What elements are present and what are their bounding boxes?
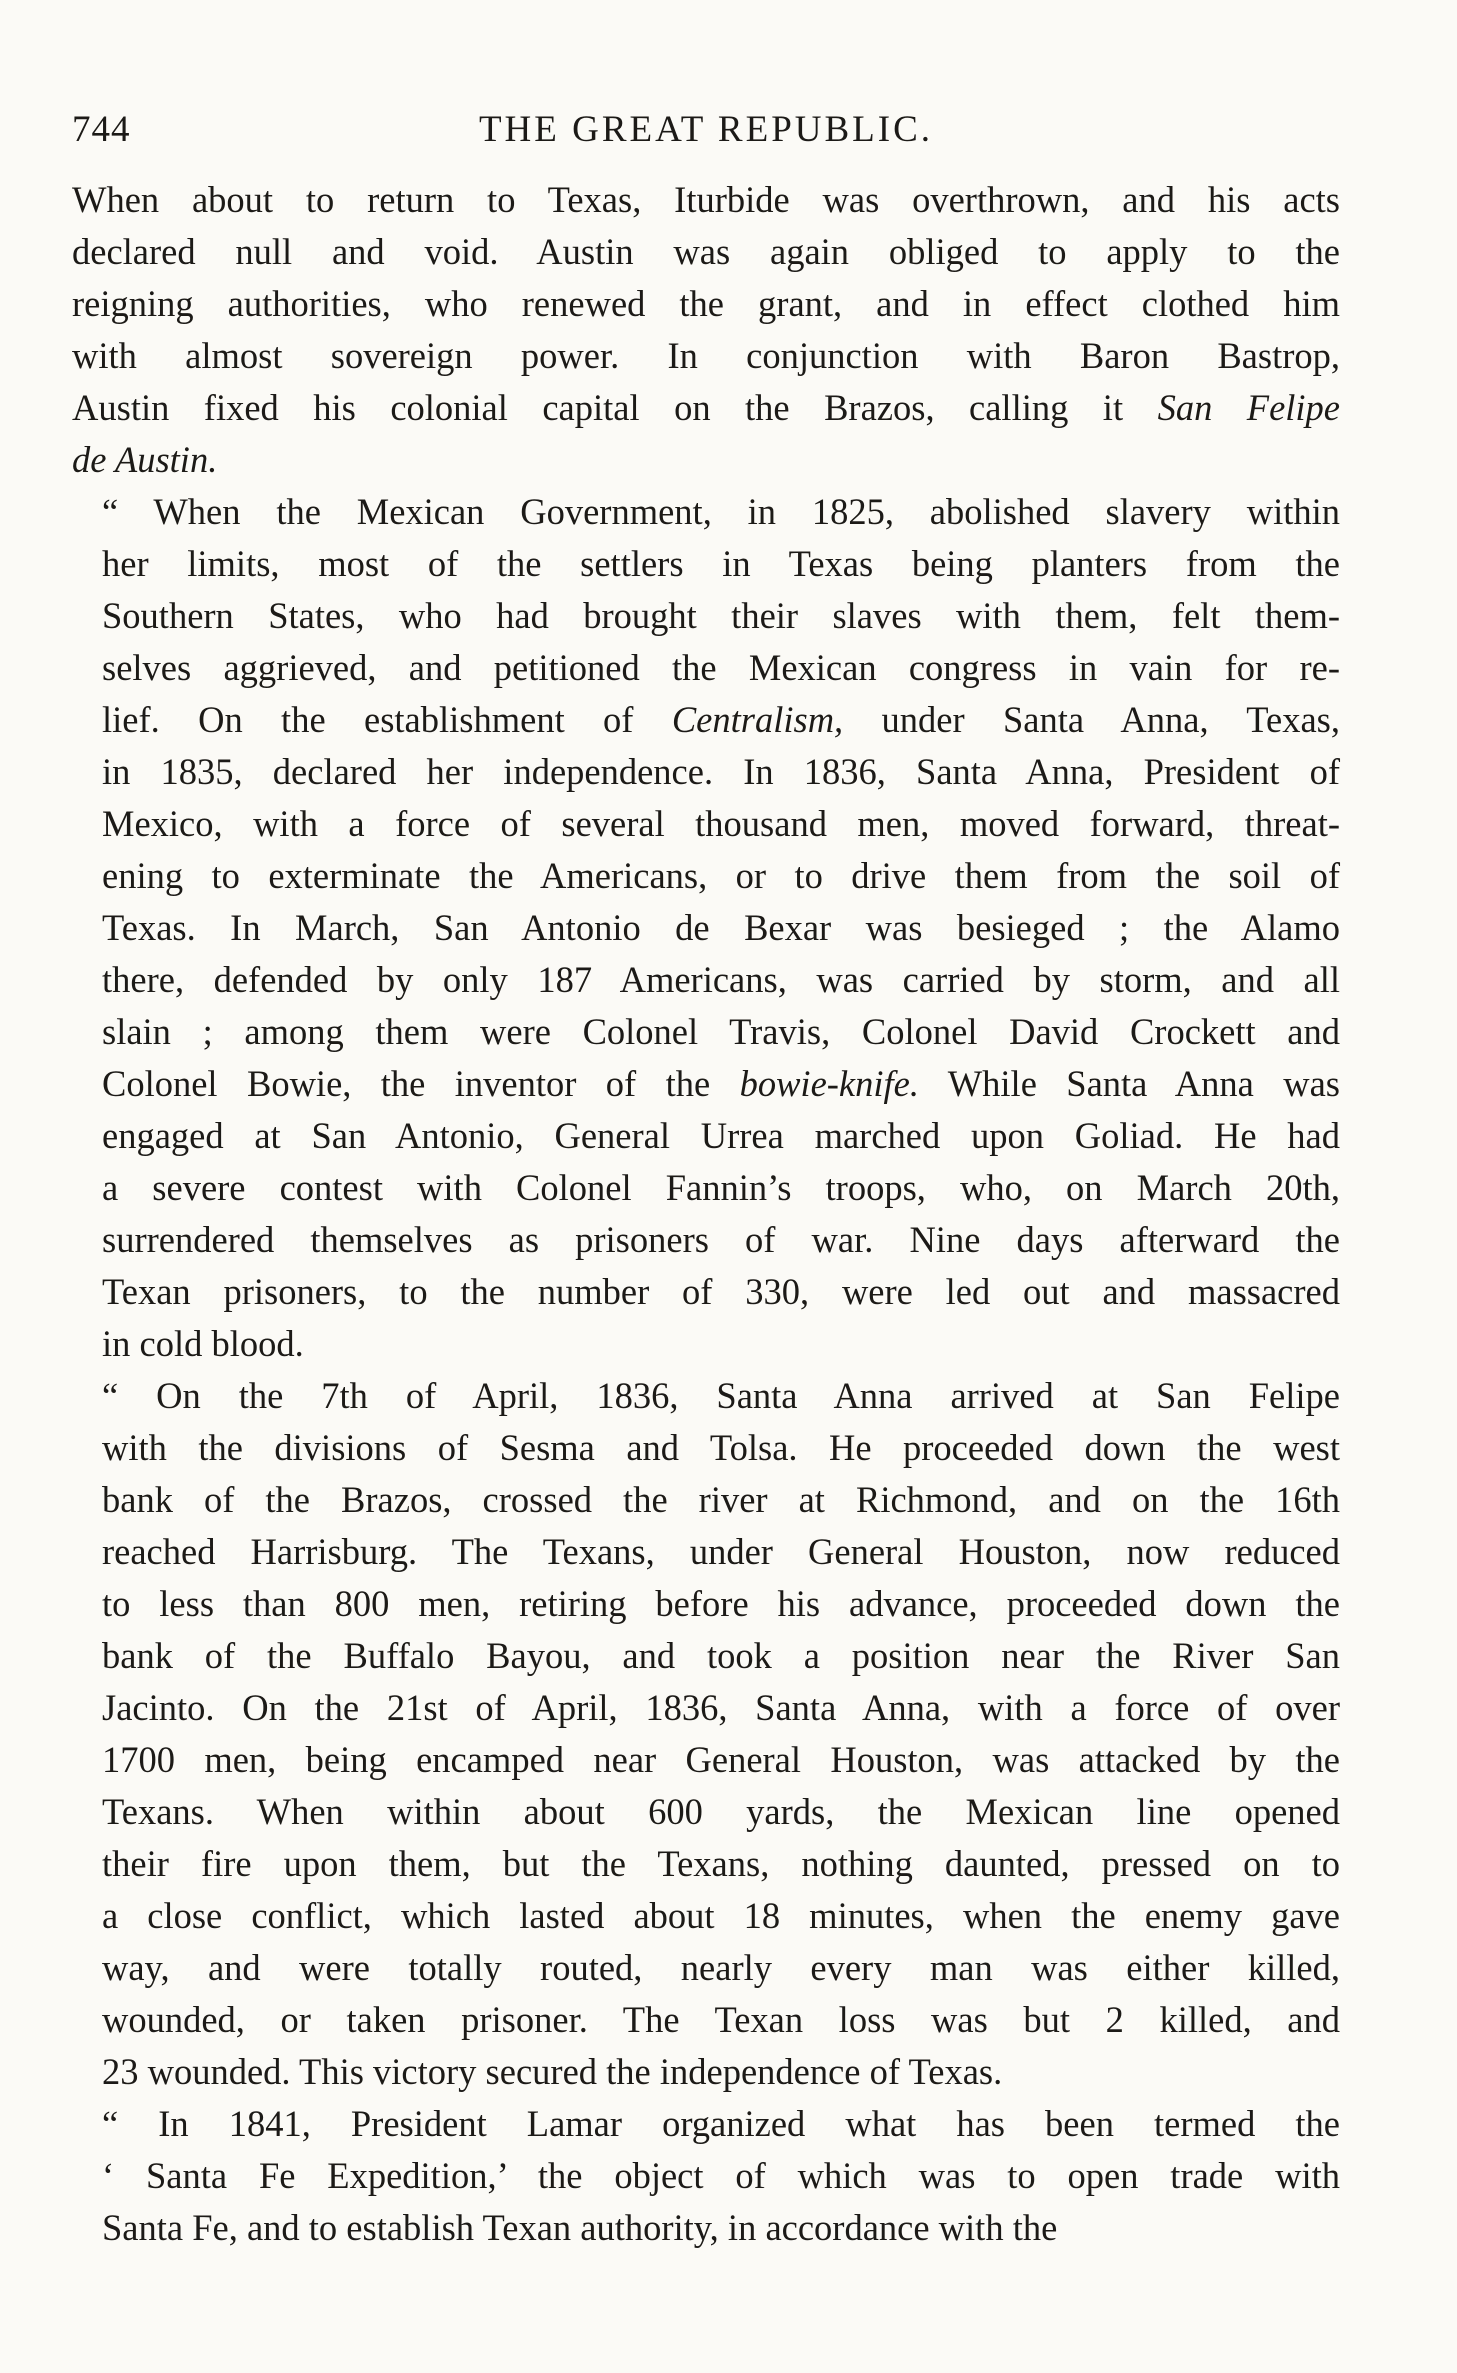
text-line [72,798,1340,850]
text-line [72,538,1340,590]
text-run: her limits, most of the settlers in Texas being planters from the [102,543,1340,584]
text-line [72,1474,1340,1526]
text-run: to less than 800 men, retiring before his advance, proceeded down the [102,1583,1340,1624]
text-line [72,1942,1340,1994]
text-run: surrendered themselves as prisoners of war. Nine days afterward the [102,1219,1340,1260]
text-line [72,278,1340,330]
text-line [72,330,1340,382]
text-line [72,226,1340,278]
text-run: a close conflict, which lasted about 18 minutes, when the enemy gave [102,1895,1340,1936]
text-run: 23 wounded. This victory secured the independence of Texas. [102,2051,1003,2092]
text-run: a severe contest with Colonel Fannin’s troops, who, on March 20th, [102,1167,1340,1208]
text-line [72,850,1340,902]
italic-text: bowie-knife. [739,1063,919,1104]
text-run: Santa Fe, and to establish Texan authority, in accordance with the [102,2207,1058,2248]
text-line [72,1370,1340,1422]
running-head: THE GREAT REPUBLIC. [478,109,934,150]
text-line [72,486,1340,538]
text-line [72,1058,1340,1110]
text-run: ‘ Santa Fe Expedition,’ the object of which was to open trade with [102,2155,1340,2196]
text-run: engaged at San Antonio, General Urrea marched upon Goliad. He had [102,1115,1340,1156]
text-line [72,382,1340,434]
italic-text: San Felipe [1157,387,1340,428]
page-number: 744 [72,109,131,150]
text-run: Southern States, who had brought their slaves with them, felt them- [102,595,1340,636]
paragraph [72,1370,1340,2098]
text-line [72,1266,1340,1318]
text-line [72,1162,1340,1214]
text-run: Austin fixed his colonial capital on the Brazos, calling it [72,387,1158,428]
page-header [72,108,1340,158]
text-run: “ In 1841, President Lamar organized what has been termed the [102,2103,1340,2144]
text-line [72,1318,1340,1370]
text-line [72,746,1340,798]
text-line [72,1890,1340,1942]
text-run: in cold blood. [102,1323,304,1364]
text-line [72,694,1340,746]
text-run: Texan prisoners, to the number of 330, were led out and massacred [102,1271,1340,1312]
text-line [72,590,1340,642]
text-run: lief. On the establishment of [102,699,672,740]
text-line [72,174,1340,226]
italic-text: Centralism, [671,699,844,740]
text-run: Colonel Bowie, the inventor of the [102,1063,740,1104]
text-run: selves aggrieved, and petitioned the Mexican congress in vain for re- [102,647,1340,688]
text-line [72,1214,1340,1266]
text-line [72,1578,1340,1630]
text-line [72,1526,1340,1578]
text-line [72,1786,1340,1838]
text-line [72,2150,1340,2202]
body-text [72,174,1340,2254]
text-line [72,1110,1340,1162]
text-line [72,1838,1340,1890]
text-run: their fire upon them, but the Texans, nothing daunted, pressed on to [102,1843,1340,1884]
paragraph [72,2098,1340,2254]
text-line [72,434,1340,486]
book-page [72,108,1340,2254]
text-run: 1700 men, being encamped near General Houston, was attacked by the [102,1739,1340,1780]
text-run: Jacinto. On the 21st of April, 1836, Santa Anna, with a force of over [102,1687,1340,1728]
text-run: reigning authorities, who renewed the grant, and in effect clothed him [72,283,1340,324]
text-line [72,2046,1340,2098]
text-run: declared null and void. Austin was again obliged to apply to the [72,231,1340,272]
text-run: bank of the Buffalo Bayou, and took a position near the River San [102,1635,1340,1676]
text-line [72,1630,1340,1682]
text-run: in 1835, declared her independence. In 1836, Santa Anna, President of [102,751,1340,792]
text-run: with almost sovereign power. In conjunction with Baron Bastrop, [72,335,1340,376]
text-line [72,1994,1340,2046]
text-run: When about to return to Texas, Iturbide was overthrown, and his acts [72,179,1340,220]
text-line [72,642,1340,694]
text-run: with the divisions of Sesma and Tolsa. He proceeded down the west [102,1427,1340,1468]
text-line [72,1006,1340,1058]
text-run: Texas. In March, San Antonio de Bexar was besieged ; the Alamo [102,907,1340,948]
paragraph [72,486,1340,1370]
text-run: “ When the Mexican Government, in 1825, abolished slavery within [102,491,1340,532]
text-run: reached Harrisburg. The Texans, under General Houston, now reduced [102,1531,1340,1572]
text-run: way, and were totally routed, nearly every man was either killed, [102,1947,1340,1988]
text-run: While Santa Anna was [918,1063,1340,1104]
text-run: under Santa Anna, Texas, [843,699,1340,740]
text-run: ening to exterminate the Americans, or to drive them from the soil of [102,855,1340,896]
text-line [72,2202,1340,2254]
text-run: slain ; among them were Colonel Travis, Colonel David Crockett and [102,1011,1340,1052]
text-run: there, defended by only 187 Americans, was carried by storm, and all [102,959,1340,1000]
text-run: Texans. When within about 600 yards, the Mexican line opened [102,1791,1340,1832]
paragraph [72,174,1340,486]
text-line [72,1422,1340,1474]
italic-text: de Austin. [72,439,218,480]
text-line [72,902,1340,954]
text-line [72,1682,1340,1734]
text-run: “ On the 7th of April, 1836, Santa Anna arrived at San Felipe [102,1375,1340,1416]
text-line [72,2098,1340,2150]
text-run: wounded, or taken prisoner. The Texan loss was but 2 killed, and [102,1999,1340,2040]
text-line [72,954,1340,1006]
text-run: bank of the Brazos, crossed the river at Richmond, and on the 16th [102,1479,1340,1520]
text-line [72,1734,1340,1786]
text-run: Mexico, with a force of several thousand men, moved forward, threat- [102,803,1340,844]
